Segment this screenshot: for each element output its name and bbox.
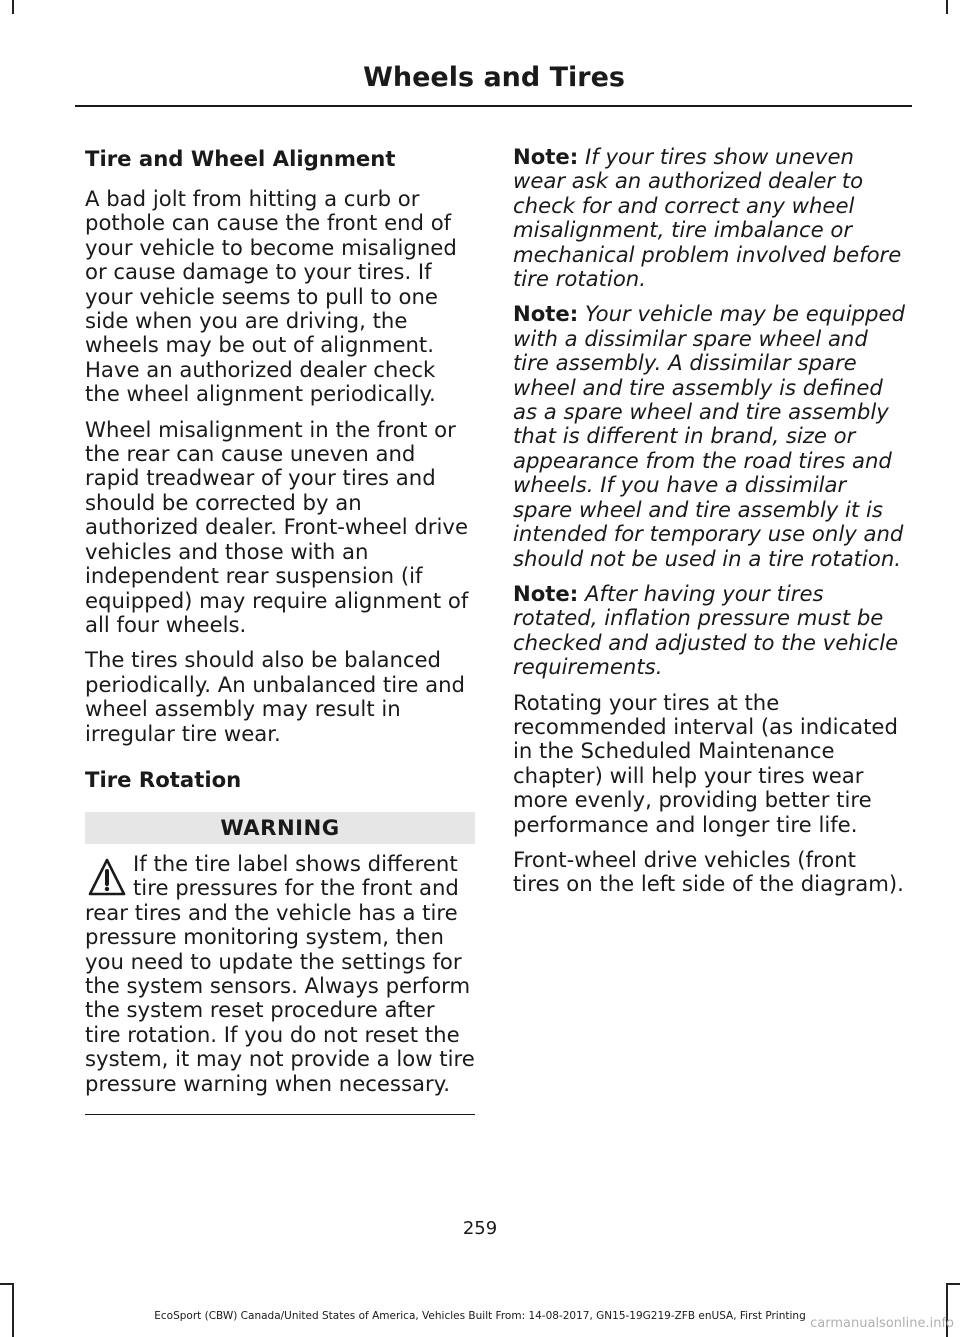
note-1-text: If your tires show uneven wear ask an authorized dealer to check for and correct any wheel misalignment, tire imbalance or mechanical problem involved before tire rotation. <box>513 144 902 292</box>
crop-mark-bottom-right-h <box>946 1283 960 1285</box>
left-column <box>85 145 475 1115</box>
warning-bottom-rule <box>85 1114 475 1115</box>
watermark-text: carmanualsonline.info <box>810 1316 954 1331</box>
note-3-label: Note: <box>513 580 579 606</box>
alignment-paragraph-2: Wheel misalignment in the front or the rear can cause uneven and rapid treadwear of your tires and should be corrected by an authorized dealer. Front-wheel drive vehicles and those with an independent rear suspension (if equipped) may require alignment of all four wheels. <box>85 416 469 637</box>
note-3 <box>513 582 908 680</box>
section-heading-rotation: Tire Rotation <box>85 766 242 792</box>
warning-label: WARNING <box>85 812 475 844</box>
header-rule <box>75 105 912 107</box>
rotation-paragraph-1: Rotating your tires at the recommended interval (as indicated in the Scheduled Maintenance chapter) will help your tires wear more evenly, providing better tire performance and longer tire life. <box>513 689 898 837</box>
rotation-paragraph-2: Front-wheel drive vehicles (front tires on the left side of the diagram). <box>513 846 904 897</box>
note-2-label: Note: <box>513 301 579 327</box>
warning-box <box>85 812 475 1115</box>
warning-body <box>85 844 475 1096</box>
section-heading-alignment: Tire and Wheel Alignment <box>85 146 396 171</box>
warning-triangle-icon <box>87 856 127 900</box>
warning-text: If the tire label shows different tire pressures for the front and rear tires and the vehicle has a tire pressure monitoring system, then you need to update the settings for the system sensors. Always perform the system reset procedure after tire rotation. If you do not reset the system, it may not provide a low tire pressure warning when necessary. <box>85 850 475 1096</box>
crop-mark-top-left-v <box>12 0 14 14</box>
note-1 <box>513 145 908 291</box>
right-column <box>513 145 908 908</box>
alignment-paragraph-1: A bad jolt from hitting a curb or pothole can cause the front end of your vehicle to become misaligned or cause damage to your tires. If your vehicle seems to pull to one side when you are driving, the wheels may be out of alignment. Have an authorized dealer check the wheel alignment periodically. <box>85 186 457 407</box>
note-3-text: After having your tires rotated, inflation pressure must be checked and adjusted to the vehicle requirements. <box>513 580 899 680</box>
note-2-text: Your vehicle may be equipped with a dissimilar spare wheel and tire assembly. A dissimilar spare wheel and tire assembly is defined as a spare wheel and tire assembly that is different in brand, size or appearance from the road tires and wheels. If you have a dissimilar spare wheel and tire assembly it is intended for temporary use only and should not be used in a tire rotation. <box>513 301 905 571</box>
alignment-paragraph-3: The tires should also be balanced periodically. An unbalanced tire and wheel assembly may result in irregular tire wear. <box>85 647 465 746</box>
page-title: Wheels and Tires <box>363 62 625 93</box>
footer-text: EcoSport (CBW) Canada/United States of America, Vehicles Built From: 14-08-2017, GN15-19G219-ZFB enUSA, First Printing <box>154 1310 806 1322</box>
crop-mark-top-right-v <box>946 0 948 14</box>
crop-mark-bottom-left-h <box>0 1283 14 1285</box>
note-1-label: Note: <box>513 144 579 169</box>
page-number: 259 <box>462 1218 498 1239</box>
note-2 <box>513 302 908 570</box>
